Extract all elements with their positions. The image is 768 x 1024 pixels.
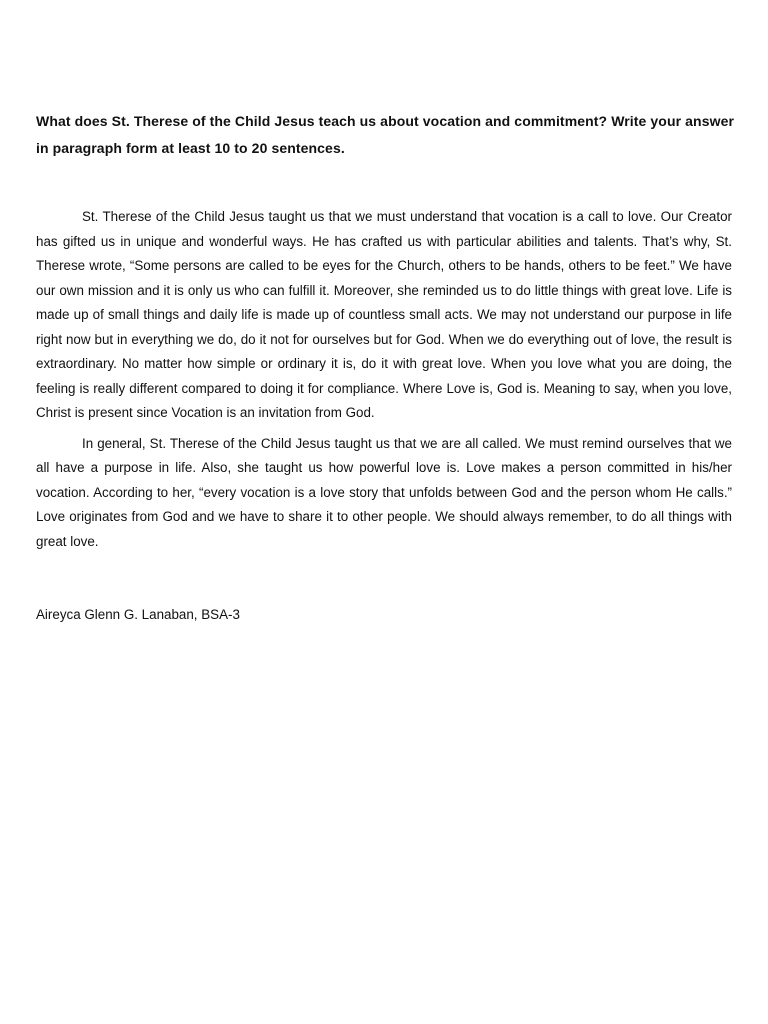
answer-paragraph-2: In general, St. Therese of the Child Jesus taught us that we are all called. We must remind ourselves that we all have a purpose in life. Also, she taught us how powerful love is. Love makes a person committed in his/her vocation. According to her, “every vocation is a love story that unfolds between God and the person whom He calls.” Love originates from God and we have to share it to other people. We should always remember, to do all things with great love. xyxy=(36,435,732,549)
answer-paragraph-1: St. Therese of the Child Jesus taught us that we must understand that vocation is a call to love. Our Creator has gifted us in unique and wonderful ways. He has crafted us with particular abilities and talents. That’s why, St. Therese wrote, “Some persons are called to be eyes for the Church, others to be hands, others to be feet.” We have our own mission and it is only us who can fulfill it. Moreover, she reminded us to do little things with great love. Life is made up of small things and daily life is made up of countless small acts. We may not understand our purpose in life right now but in everything we do, do it not for ourselves but for God. When we do everything out of love, the result is extraordinary. No matter how simple or ordinary it is, do it with great love. When you love what you are doing, the feeling is really different compared to doing it for compliance. Where Love is, God is. Meaning to say, when you love, Christ is present since Vocation is an invitation from God. xyxy=(36,209,732,420)
question-heading: What does St. Therese of the Child Jesus teach us about vocation and commitment? Write your answer in paragraph form at least 10 to 20 sentences. xyxy=(36,113,735,156)
author-signature: Aireyca Glenn G. Lanaban, BSA-3 xyxy=(36,607,240,622)
answer-body xyxy=(36,205,732,560)
